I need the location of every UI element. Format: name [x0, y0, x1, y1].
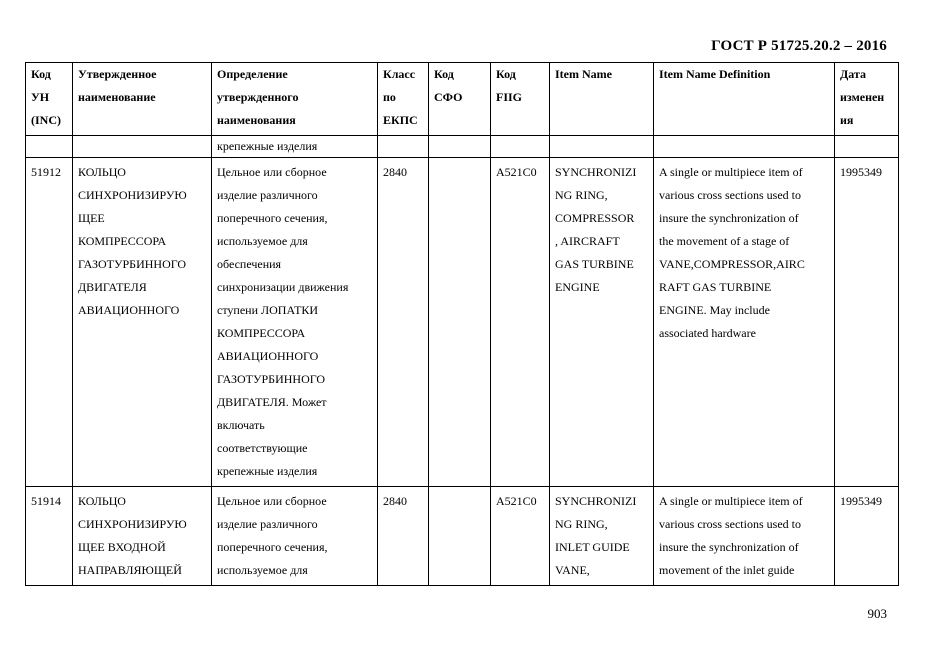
- cell-line: 51914: [31, 494, 61, 508]
- cell-line: по: [383, 90, 396, 104]
- cell-approved-name: [73, 136, 212, 158]
- cell-line: синхронизации движения: [217, 280, 349, 294]
- cell-line: ДВИГАТЕЛЯ: [78, 280, 147, 294]
- cell-line: используемое для: [217, 234, 308, 248]
- table-row: [26, 158, 899, 487]
- cell-line: Код: [31, 67, 51, 81]
- cell-line: используемое для: [217, 563, 308, 577]
- cell-line: СФО: [434, 90, 463, 104]
- cell-line: поперечного сечения,: [217, 211, 328, 225]
- cell-line: КОЛЬЦО: [78, 494, 126, 508]
- cell-line: Цельное или сборное: [217, 165, 327, 179]
- cell-line: GAS TURBINE: [555, 257, 634, 271]
- cell-line: A521C0: [496, 165, 537, 179]
- cell-line: VANE,COMPRESSOR,AIRC: [659, 257, 805, 271]
- cell-line: various cross sections used to: [659, 517, 801, 531]
- cell-line: ступени ЛОПАТКИ: [217, 303, 319, 317]
- column-header-inc: [26, 63, 73, 136]
- cell-line: movement of the inlet guide: [659, 563, 795, 577]
- cell-line: ENGINE: [555, 280, 600, 294]
- cell-line: ГАЗОТУРБИННОГО: [78, 257, 187, 271]
- cell-line: утвержденного: [217, 90, 299, 104]
- column-header-item-def: [654, 63, 835, 136]
- cell-line: A521C0: [496, 494, 537, 508]
- cell-line: 1995349: [840, 165, 882, 179]
- cell-line: insure the synchronization of: [659, 211, 799, 225]
- cell-line: 1995349: [840, 494, 882, 508]
- cell-line: COMPRESSOR: [555, 211, 635, 225]
- cell-class: [378, 136, 429, 158]
- cell-item-def: [654, 136, 835, 158]
- cell-line: INLET GUIDE: [555, 540, 630, 554]
- cell-line: FIIG: [496, 90, 523, 104]
- cell-line: ЩЕЕ ВХОДНОЙ: [78, 540, 166, 554]
- cell-line: поперечного сечения,: [217, 540, 328, 554]
- cell-line: СИНХРОНИЗИРУЮ: [78, 517, 187, 531]
- catalog-table: [25, 62, 899, 586]
- cell-inc: [26, 158, 73, 487]
- cell-date: [835, 158, 899, 487]
- cell-line: SYNCHRONIZI: [555, 494, 637, 508]
- cell-fiig: [491, 487, 550, 586]
- cell-approved-name: [73, 158, 212, 487]
- cell-fiig: [491, 136, 550, 158]
- cell-line: A single or multipiece item of: [659, 165, 803, 179]
- cell-sfo: [429, 158, 491, 487]
- header-row: [26, 63, 899, 136]
- cell-line: ДВИГАТЕЛЯ. Может: [217, 395, 327, 409]
- cell-line: Определение: [217, 67, 288, 81]
- cell-item-name: [550, 158, 654, 487]
- cell-line: Код: [434, 67, 454, 81]
- cell-date: [835, 136, 899, 158]
- cell-class: [378, 158, 429, 487]
- cell-line: , AIRCRAFT: [555, 234, 620, 248]
- cell-line: АВИАЦИОННОГО: [78, 303, 180, 317]
- continuation-row: [26, 136, 899, 158]
- cell-line: ЕКПС: [383, 113, 418, 127]
- cell-item-def: [654, 487, 835, 586]
- cell-line: insure the synchronization of: [659, 540, 799, 554]
- cell-definition: [212, 487, 378, 586]
- cell-line: Цельное или сборное: [217, 494, 327, 508]
- cell-line: АВИАЦИОННОГО: [217, 349, 319, 363]
- cell-inc: [26, 487, 73, 586]
- cell-fiig: [491, 158, 550, 487]
- cell-line: A single or multipiece item of: [659, 494, 803, 508]
- cell-line: крепежные изделия: [217, 464, 318, 478]
- cell-date: [835, 487, 899, 586]
- cell-line: (INC): [31, 113, 61, 127]
- cell-line: КОМПРЕССОРА: [217, 326, 306, 340]
- cell-line: RAFT GAS TURBINE: [659, 280, 772, 294]
- cell-line: 2840: [383, 165, 407, 179]
- cell-line: УН: [31, 90, 50, 104]
- cell-line: изделие различного: [217, 517, 318, 531]
- cell-line: Код: [496, 67, 516, 81]
- cell-line: the movement of a stage of: [659, 234, 790, 248]
- column-header-approved-name: [73, 63, 212, 136]
- cell-line: обеспечения: [217, 257, 282, 271]
- cell-sfo: [429, 136, 491, 158]
- cell-line: СИНХРОНИЗИРУЮ: [78, 188, 187, 202]
- cell-line: изделие различного: [217, 188, 318, 202]
- column-header-sfo: [429, 63, 491, 136]
- column-header-class: [378, 63, 429, 136]
- cell-line: various cross sections used to: [659, 188, 801, 202]
- cell-approved-name: [73, 487, 212, 586]
- cell-line: SYNCHRONIZI: [555, 165, 637, 179]
- page-number: 903: [867, 606, 887, 621]
- cell-line: Утвержденное: [78, 67, 157, 81]
- column-header-date: [835, 63, 899, 136]
- cell-line: ия: [840, 113, 854, 127]
- cell-line: VANE,: [555, 563, 590, 577]
- cell-definition: [212, 136, 378, 158]
- table-body: [26, 136, 899, 586]
- cell-class: [378, 487, 429, 586]
- cell-line: 2840: [383, 494, 407, 508]
- cell-item-def: [654, 158, 835, 487]
- cell-line: ENGINE. May include: [659, 303, 770, 317]
- cell-sfo: [429, 487, 491, 586]
- cell-line: наименования: [217, 113, 296, 127]
- cell-inc: [26, 136, 73, 158]
- cell-definition: [212, 158, 378, 487]
- column-header-definition: [212, 63, 378, 136]
- cell-line: 51912: [31, 165, 61, 179]
- column-header-item-name: [550, 63, 654, 136]
- cell-line: NG RING,: [555, 188, 608, 202]
- cell-line: ГАЗОТУРБИННОГО: [217, 372, 326, 386]
- cell-line: NG RING,: [555, 517, 608, 531]
- cell-line: крепежные изделия: [217, 139, 318, 153]
- column-header-fiig: [491, 63, 550, 136]
- cell-line: НАПРАВЛЯЮЩЕЙ: [78, 563, 182, 577]
- table-row: [26, 487, 899, 586]
- cell-line: Item Name: [555, 67, 612, 81]
- cell-line: включать: [217, 418, 265, 432]
- cell-line: КОМПРЕССОРА: [78, 234, 167, 248]
- document-header: ГОСТ Р 51725.20.2 – 2016: [711, 38, 887, 54]
- cell-item-name: [550, 487, 654, 586]
- cell-line: Класс: [383, 67, 416, 81]
- cell-item-name: [550, 136, 654, 158]
- cell-line: associated hardware: [659, 326, 756, 340]
- cell-line: ЩЕЕ: [78, 211, 105, 225]
- cell-line: наименование: [78, 90, 156, 104]
- cell-line: Дата: [840, 67, 866, 81]
- cell-line: соответствующие: [217, 441, 308, 455]
- cell-line: КОЛЬЦО: [78, 165, 126, 179]
- cell-line: изменен: [840, 90, 885, 104]
- cell-line: Item Name Definition: [659, 67, 771, 81]
